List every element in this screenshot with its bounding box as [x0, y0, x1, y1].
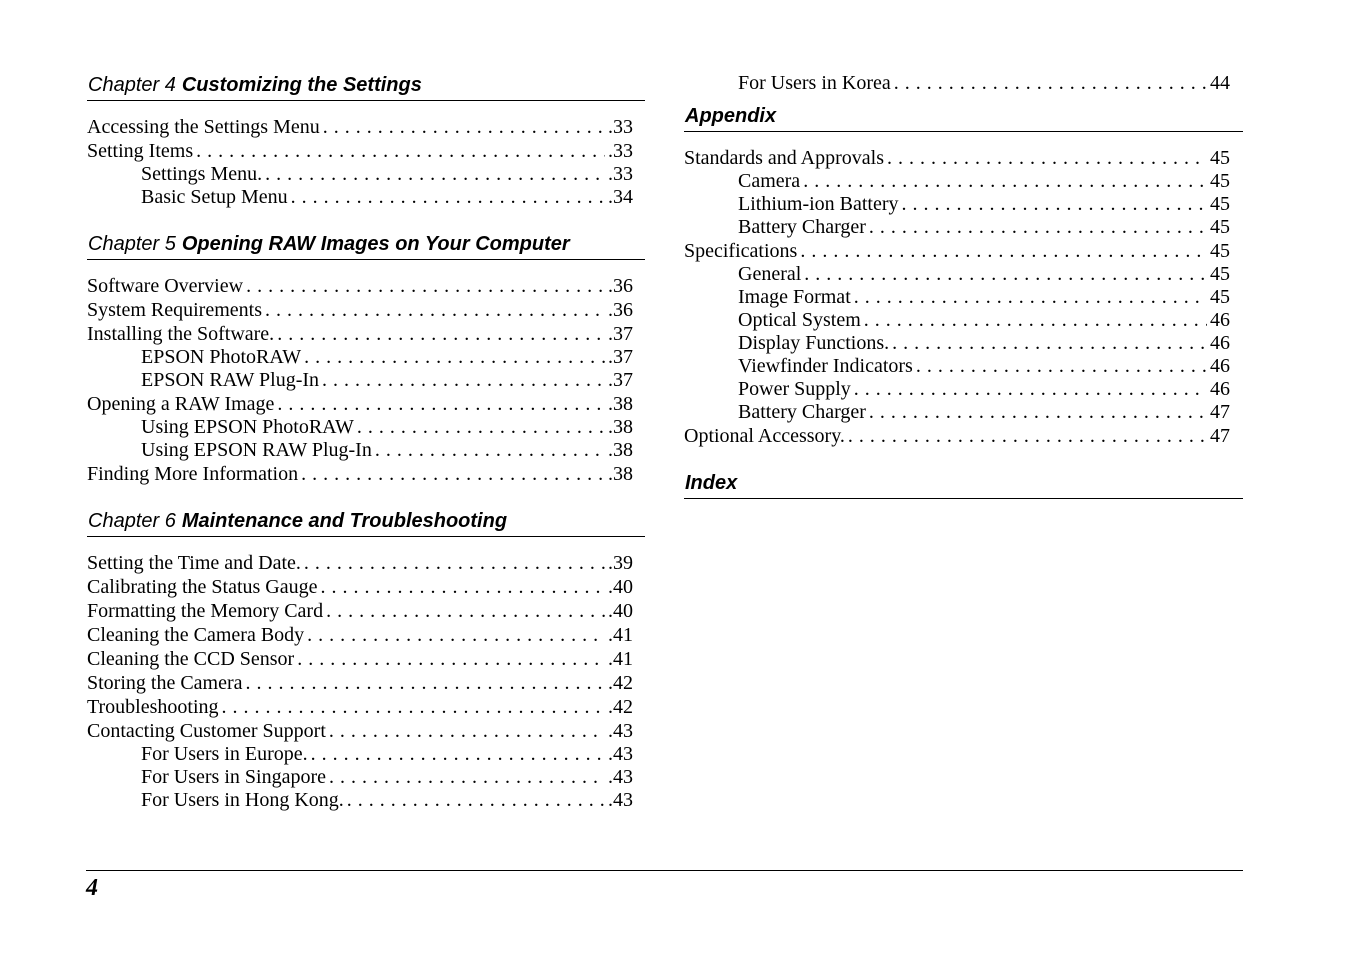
section-heading — [87, 231, 645, 260]
toc-entry-label: Calibrating the Status Gauge — [87, 576, 318, 598]
toc-entry-page: 46 — [1210, 355, 1230, 377]
dot-leader — [848, 424, 1207, 448]
dot-leader — [869, 401, 1207, 424]
footer-rule — [86, 870, 1243, 871]
dot-leader — [329, 719, 605, 743]
toc-entry[interactable] — [87, 462, 633, 486]
toc-entry-page: .42 — [608, 672, 633, 694]
toc-entry-label: Using EPSON PhotoRAW — [141, 416, 354, 438]
section-title: Appendix — [685, 105, 777, 127]
toc-entry-label: Storing the Camera — [87, 672, 243, 694]
toc-entry-page: 45 — [1210, 286, 1230, 308]
toc-entry-label: Lithium-ion Battery — [738, 193, 899, 215]
toc-entry-page: .38 — [608, 416, 633, 438]
toc-entry-list — [87, 551, 645, 812]
toc-entry[interactable] — [87, 719, 633, 743]
toc-entry-page: .40 — [608, 576, 633, 598]
toc-entry-label: Basic Setup Menu — [141, 186, 288, 208]
toc-entry[interactable] — [684, 424, 1230, 448]
toc-entry[interactable] — [87, 439, 633, 462]
toc-entry-label: For Users in Singapore — [141, 766, 326, 788]
dot-leader — [196, 139, 605, 163]
dot-leader — [894, 72, 1207, 95]
toc-entry[interactable] — [87, 671, 633, 695]
dot-leader — [902, 193, 1207, 216]
toc-entry-label: System Requirements — [87, 299, 262, 321]
section-title: Maintenance and Troubleshooting — [181, 510, 508, 532]
toc-entry[interactable] — [87, 743, 633, 766]
dot-leader — [246, 274, 605, 298]
toc-entry[interactable] — [87, 789, 633, 812]
dot-leader — [892, 332, 1207, 355]
toc-entry-page: 45 — [1210, 240, 1230, 262]
dot-leader — [803, 170, 1207, 193]
dot-leader — [301, 462, 605, 486]
toc-entry-page: 46 — [1210, 378, 1230, 400]
toc-entry[interactable] — [87, 416, 633, 439]
toc-entry-label: Troubleshooting — [87, 696, 219, 718]
toc-entry[interactable] — [87, 163, 633, 186]
dot-leader — [887, 146, 1207, 170]
toc-entry[interactable] — [684, 355, 1230, 378]
toc-entry-page: .41 — [608, 624, 633, 646]
toc-entry-label: Cleaning the CCD Sensor — [87, 648, 295, 670]
dot-leader — [323, 115, 605, 139]
toc-entry-page: .41 — [608, 648, 633, 670]
toc-entry-label: Image Format — [738, 286, 851, 308]
toc-entry[interactable] — [684, 332, 1230, 355]
toc-entry-label: Installing the Software. — [87, 323, 275, 345]
toc-entry-page: .37 — [608, 346, 633, 368]
toc-entry[interactable] — [684, 378, 1230, 401]
toc-entry-page: 45 — [1210, 147, 1230, 169]
toc-entry-label: For Users in Korea — [738, 72, 891, 94]
toc-entry-page: .33 — [608, 140, 633, 162]
toc-entry-page: 44 — [1210, 72, 1230, 94]
toc-entry-list — [684, 146, 1243, 448]
toc-entry[interactable] — [87, 346, 633, 369]
toc-entry-page: 46 — [1210, 309, 1230, 331]
toc-entry[interactable] — [87, 369, 633, 392]
toc-entry-label: Contacting Customer Support — [87, 720, 326, 742]
toc-entry-label: Settings Menu. — [141, 163, 263, 185]
toc-entry[interactable] — [684, 72, 1230, 95]
toc-entry-page: .38 — [608, 463, 633, 485]
chapter-number: Chapter 5 — [88, 233, 176, 255]
toc-entry[interactable] — [684, 263, 1230, 286]
section-heading — [684, 470, 1243, 499]
toc-entry[interactable] — [87, 575, 633, 599]
toc-entry-label: Camera — [738, 170, 801, 192]
toc-entry-page: 45 — [1210, 170, 1230, 192]
section-title: Customizing the Settings — [181, 74, 422, 96]
toc-entry-label: Standards and Approvals — [684, 147, 884, 169]
toc-left-column — [87, 72, 645, 834]
dot-leader — [804, 263, 1207, 286]
toc-entry-page: 47 — [1210, 425, 1230, 447]
dot-leader — [329, 766, 605, 789]
toc-entry[interactable] — [87, 274, 633, 298]
toc-entry-label: Battery Charger — [738, 216, 866, 238]
dot-leader — [304, 346, 605, 369]
dot-leader — [307, 623, 605, 647]
toc-entry-label: EPSON PhotoRAW — [141, 346, 302, 368]
chapter-number: Chapter 6 — [88, 510, 176, 532]
toc-entry-page: .43 — [608, 789, 633, 811]
toc-entry-label: Specifications — [684, 240, 798, 262]
toc-entry-label: Cleaning the Camera Body — [87, 624, 305, 646]
toc-entry[interactable] — [87, 298, 633, 322]
toc-entry[interactable] — [87, 647, 633, 671]
toc-entry-page: 45 — [1210, 263, 1230, 285]
dot-leader — [277, 322, 605, 346]
toc-entry-page: .43 — [608, 720, 633, 742]
dot-leader — [357, 416, 605, 439]
toc-entry[interactable] — [87, 115, 633, 139]
toc-entry-label: Optical System — [738, 309, 861, 331]
toc-entry-label: Using EPSON RAW Plug-In — [141, 439, 372, 461]
toc-entry-page: .37 — [608, 369, 633, 391]
dot-leader — [854, 286, 1207, 309]
dot-leader — [864, 309, 1207, 332]
dot-leader — [265, 163, 605, 186]
section-title: Opening RAW Images on Your Computer — [181, 233, 570, 255]
toc-entry-page: .33 — [608, 163, 633, 185]
toc-entry-label: Power Supply — [738, 378, 851, 400]
page-number: 4 — [86, 875, 98, 901]
dot-leader — [277, 392, 605, 416]
toc-entry-page: .36 — [608, 275, 633, 297]
section-heading — [87, 72, 645, 101]
toc-entry-label: Viewfinder Indicators — [738, 355, 913, 377]
dot-leader — [311, 743, 605, 766]
toc-entry-label: Opening a RAW Image — [87, 393, 275, 415]
toc-entry[interactable] — [684, 286, 1230, 309]
toc-entry-label: Finding More Information — [87, 463, 299, 485]
toc-entry-label: Display Functions. — [738, 332, 890, 354]
toc-entry-page: 45 — [1210, 216, 1230, 238]
toc-entry-page: .42 — [608, 696, 633, 718]
toc-entry[interactable] — [87, 186, 633, 209]
section-heading — [684, 103, 1243, 132]
dot-leader — [916, 355, 1207, 378]
toc-entry-label: Battery Charger — [738, 401, 866, 423]
toc-entry-page: .33 — [608, 116, 633, 138]
toc-entry-label: Accessing the Settings Menu — [87, 116, 320, 138]
dot-leader — [854, 378, 1207, 401]
toc-entry-page: 46 — [1210, 332, 1230, 354]
chapter-number: Chapter 4 — [88, 74, 176, 96]
dot-leader — [322, 369, 605, 392]
toc-entry-page: .38 — [608, 393, 633, 415]
toc-entry[interactable] — [684, 401, 1230, 424]
toc-entry-label: EPSON RAW Plug-In — [141, 369, 320, 391]
dot-leader — [347, 789, 605, 812]
toc-entry[interactable] — [684, 146, 1230, 170]
toc-entry-page: .37 — [608, 323, 633, 345]
toc-entry-label: Formatting the Memory Card — [87, 600, 324, 622]
toc-entry[interactable] — [87, 623, 633, 647]
toc-continued-list — [684, 72, 1243, 95]
toc-entry-page: 47 — [1210, 401, 1230, 423]
dot-leader — [326, 599, 605, 623]
toc-entry-label: Optional Accessory. — [684, 425, 845, 447]
dot-leader — [291, 186, 605, 209]
toc-entry[interactable] — [87, 766, 633, 789]
toc-entry[interactable] — [684, 193, 1230, 216]
toc-entry[interactable] — [87, 551, 633, 575]
toc-entry-label: General — [738, 263, 802, 285]
toc-entry-page: .34 — [608, 186, 633, 208]
section-title: Index — [685, 472, 738, 494]
toc-entry[interactable] — [87, 695, 633, 719]
dot-leader — [297, 647, 605, 671]
toc-entry[interactable] — [684, 170, 1230, 193]
toc-entry[interactable] — [684, 309, 1230, 332]
toc-entry-page: .43 — [608, 766, 633, 788]
toc-entry-label: Software Overview — [87, 275, 244, 297]
toc-entry-page: .38 — [608, 439, 633, 461]
toc-right-column — [684, 72, 1243, 521]
toc-entry[interactable] — [87, 392, 633, 416]
toc-entry-list — [87, 274, 645, 486]
dot-leader — [246, 671, 605, 695]
toc-entry-page: .40 — [608, 600, 633, 622]
dot-leader — [222, 695, 605, 719]
toc-entry-page: 45 — [1210, 193, 1230, 215]
toc-entry-label: Setting the Time and Date. — [87, 552, 301, 574]
toc-entry[interactable] — [684, 216, 1230, 239]
toc-entry-label: Setting Items — [87, 140, 194, 162]
toc-entry-list — [87, 115, 645, 209]
dot-leader — [304, 551, 605, 575]
section-heading — [87, 508, 645, 537]
toc-entry-label: For Users in Hong Kong. — [141, 789, 344, 811]
toc-entry-page: .36 — [608, 299, 633, 321]
toc-entry[interactable] — [87, 139, 633, 163]
dot-leader — [800, 239, 1207, 263]
toc-entry-label: For Users in Europe. — [141, 743, 308, 765]
dot-leader — [375, 439, 605, 462]
dot-leader — [265, 298, 605, 322]
toc-entry[interactable] — [684, 239, 1230, 263]
dot-leader — [321, 575, 605, 599]
dot-leader — [869, 216, 1207, 239]
toc-entry-page: .43 — [608, 743, 633, 765]
toc-entry-page: .39 — [608, 552, 633, 574]
toc-entry[interactable] — [87, 599, 633, 623]
toc-entry[interactable] — [87, 322, 633, 346]
